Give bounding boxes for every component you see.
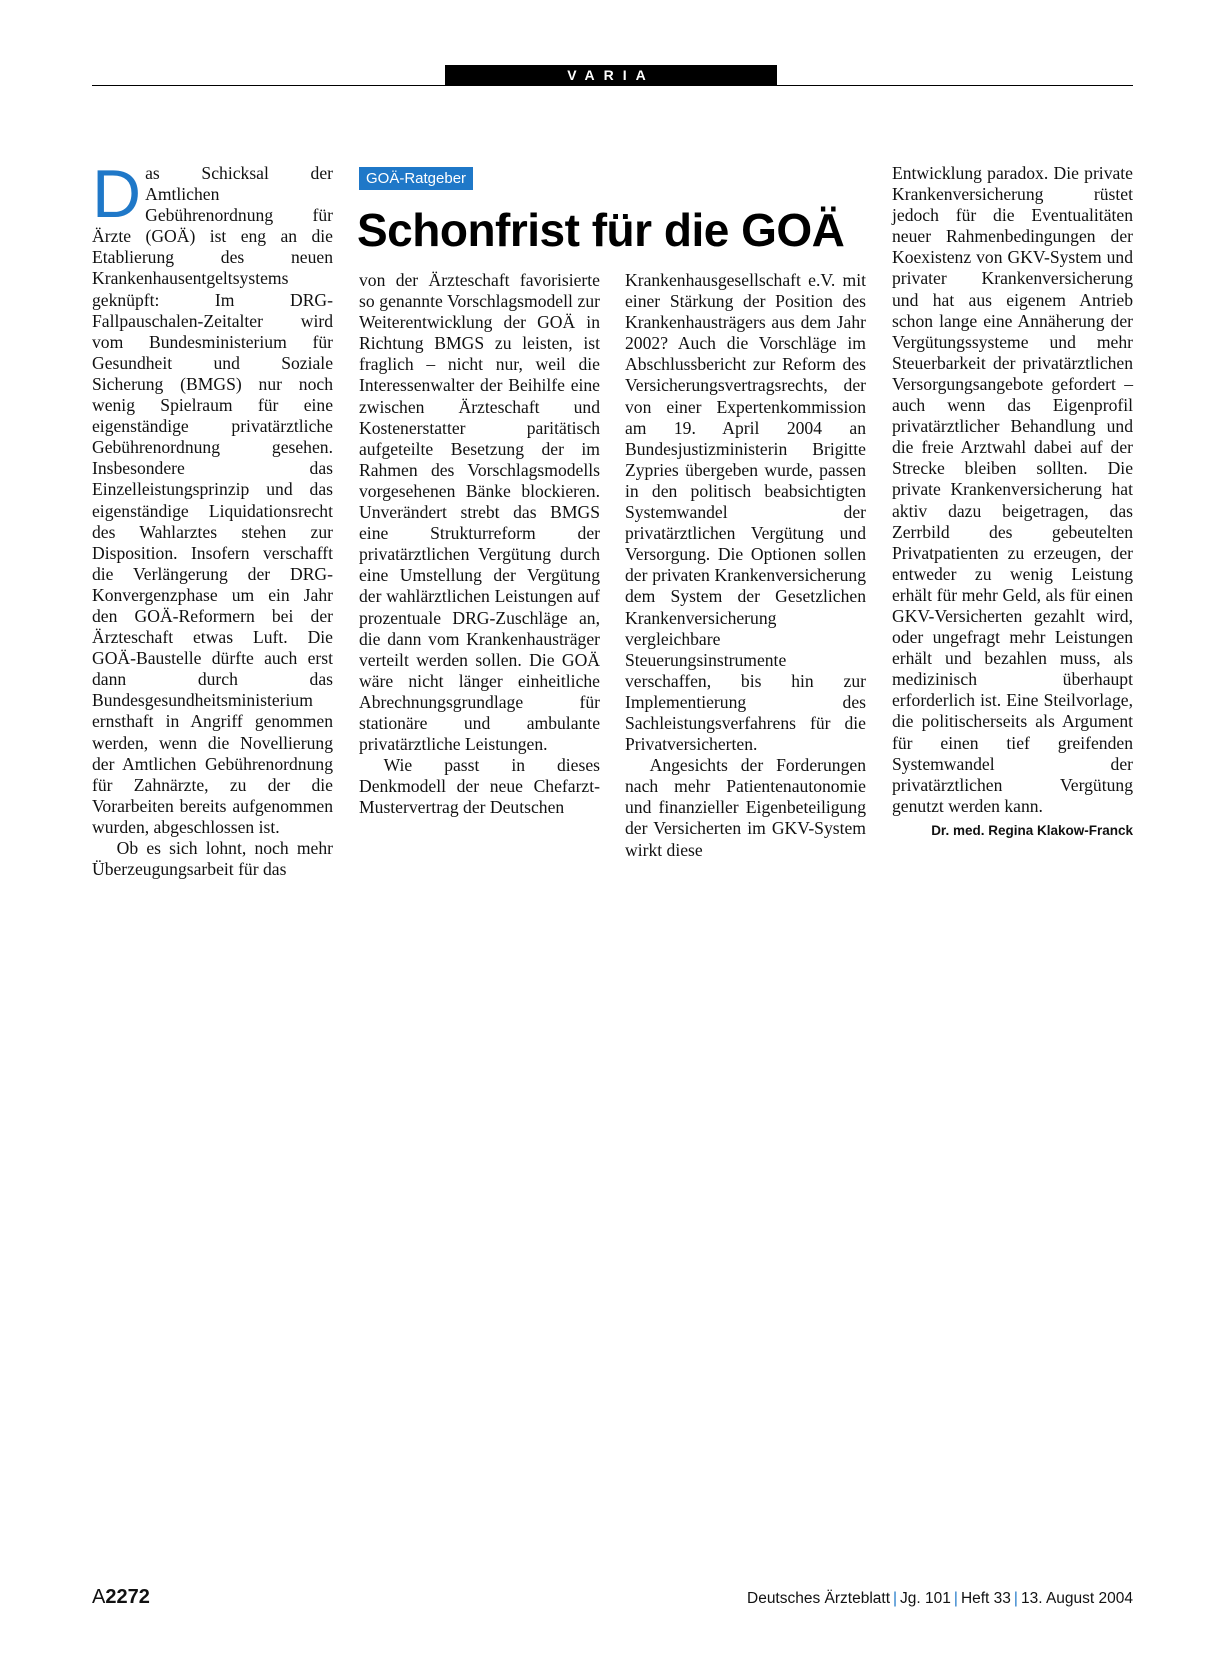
separator: |	[953, 1590, 958, 1607]
article-paragraph: von der Ärzteschaft favorisierte so genannte Vorschlagsmodell zur Weiterentwicklung der GOÄ in Richtung BMGS zu leisten, ist fraglich – nicht nur, weil die Interessenwalter der Beihilfe eine zwischen Ärzteschaft und Kostenerstatter paritätisch aufgeteilte Besetzung der im Rahmen des Vorschlagsmodells vorgesehenen Bänke blockieren. Unverändert strebt das BMGS eine Strukturreform der privatärztlichen Vergütung durch eine Umstellung der Vergütung der wahlärztlichen Leistungen auf prozentuale DRG-Zuschläge an, die dann vom Krankenhausträger verteilt werden sollen. Die GOÄ wäre nicht länger einheitliche Abrechnungsgrundlage für stationäre und ambulante privatärztliche Leistungen.	[359, 270, 600, 755]
article-paragraph: Das Schicksal der Amtlichen Gebührenordnung für Ärzte (GOÄ) ist eng an die Etablierung des neuen Krankenhausentgeltsystems geknüpft: Im DRG-Fallpauschalen-Zeitalter wird vom Bundesministerium für Gesundheit und Soziale Sicherung (BMGS) nur noch wenig Spielraum für eine eigenständige privatärztliche Gebührenordnung gesehen. Insbesondere das Einzelleistungsprinzip und das eigenständige Liquidationsrecht des Wahlarztes stehen zur Disposition. Insofern verschafft die Verlängerung der DRG-Konvergenzphase um ein Jahr den GOÄ-Reformern bei der Ärzteschaft etwas Luft. Die GOÄ-Baustelle dürfte auch erst dann durch das Bundesgesundheitsministerium ernsthaft in Angriff genommen werden, wenn die Novellierung der Amtlichen Gebührenordnung für Zahnärzte, zu der die Vorarbeiten bereits aufgenommen wurden, abgeschlossen ist.	[92, 156, 333, 837]
separator: |	[893, 1590, 898, 1607]
journal-name: Deutsches Ärzteblatt	[747, 1590, 891, 1607]
drop-cap: D	[92, 156, 142, 232]
author-byline: Dr. med. Regina Klakow-Franck	[931, 822, 1133, 838]
kicker-badge: GOÄ-Ratgeber	[359, 167, 473, 190]
article-paragraph: Krankenhausgesellschaft e.V. mit einer Stärkung der Position des Krankenhausträgers aus dem Jahr 2002? Auch die Vorschläge im Abschlussbericht zur Reform des Versicherungsvertragsrechts, der von einer Expertenkommission am 19. April 2004 an Bundesjustizministerin Brigitte Zypries übergeben wurde, passen in den politisch beabsichtigten Systemwandel der privatärztlichen Vergütung und Versorgung. Die Optionen sollen der privaten Krankenversicherung dem System der Gesetzlichen Krankenversicherung vergleichbare Steuerungsinstrumente verschaffen, bis hin zur Implementierung des Sachleistungsverfahrens für die Privatversicherten.	[625, 270, 866, 755]
article-column-4	[892, 163, 1133, 841]
journal-issue: Heft 33	[960, 1590, 1011, 1607]
page-prefix: A	[92, 1586, 106, 1608]
article-column-2	[359, 270, 600, 818]
journal-volume: Jg. 101	[900, 1590, 951, 1607]
article-title: Schonfrist für die GOÄ	[357, 204, 845, 256]
article-paragraph: Entwicklung paradox. Die private Krankenversicherung rüstet jedoch für die Eventualitäten neuer Rahmenbedingungen der Koexistenz von GKV-System und privater Krankenversicherung und hat aus eigenem Antrieb schon lange eine Annäherung der Vergütungssysteme und mehr Steuerbarkeit der privatärztlichen Versorgungsangebote gefordert – auch wenn das Eigenprofil privatärztlicher Behandlung und die freie Arztwahl dabei auf der Strecke bleiben sollten. Die private Krankenversicherung hat aktiv dazu beigetragen, das Zerrbild des gebeutelten Privatpatienten zu erzeugen, der entweder zu wenig Leistung erhält für mehr Geld, als für einen GKV-Versicherten gezahlt wird, oder ungefragt mehr Leistungen erhält und bezahlen muss, als medizinisch überhaupt erforderlich ist. Eine Steilvorlage, die politischerseits als Argument für einen tief greifenden Systemwandel der privatärztlichen Vergütung genutzt werden kann.	[892, 163, 1133, 816]
page-number	[92, 1586, 150, 1609]
separator: |	[1013, 1590, 1018, 1607]
article-paragraph: Wie passt in dieses Denkmodell der neue Chefarzt-Mustervertrag der Deutschen	[359, 755, 600, 818]
section-label: VARIA	[445, 65, 777, 86]
article-column-3	[625, 270, 866, 861]
journal-date: 13. August 2004	[1020, 1590, 1133, 1607]
article-paragraph: Ob es sich lohnt, noch mehr Überzeugungsarbeit für das	[92, 838, 333, 880]
article-paragraph: Angesichts der Forderungen nach mehr Patientenautonomie und finanzieller Eigenbeteiligung der Versicherten im GKV-System wirkt diese	[625, 755, 866, 860]
article-column-1	[92, 156, 333, 880]
page-number-value: 2272	[105, 1586, 150, 1608]
journal-footer	[747, 1590, 1133, 1608]
